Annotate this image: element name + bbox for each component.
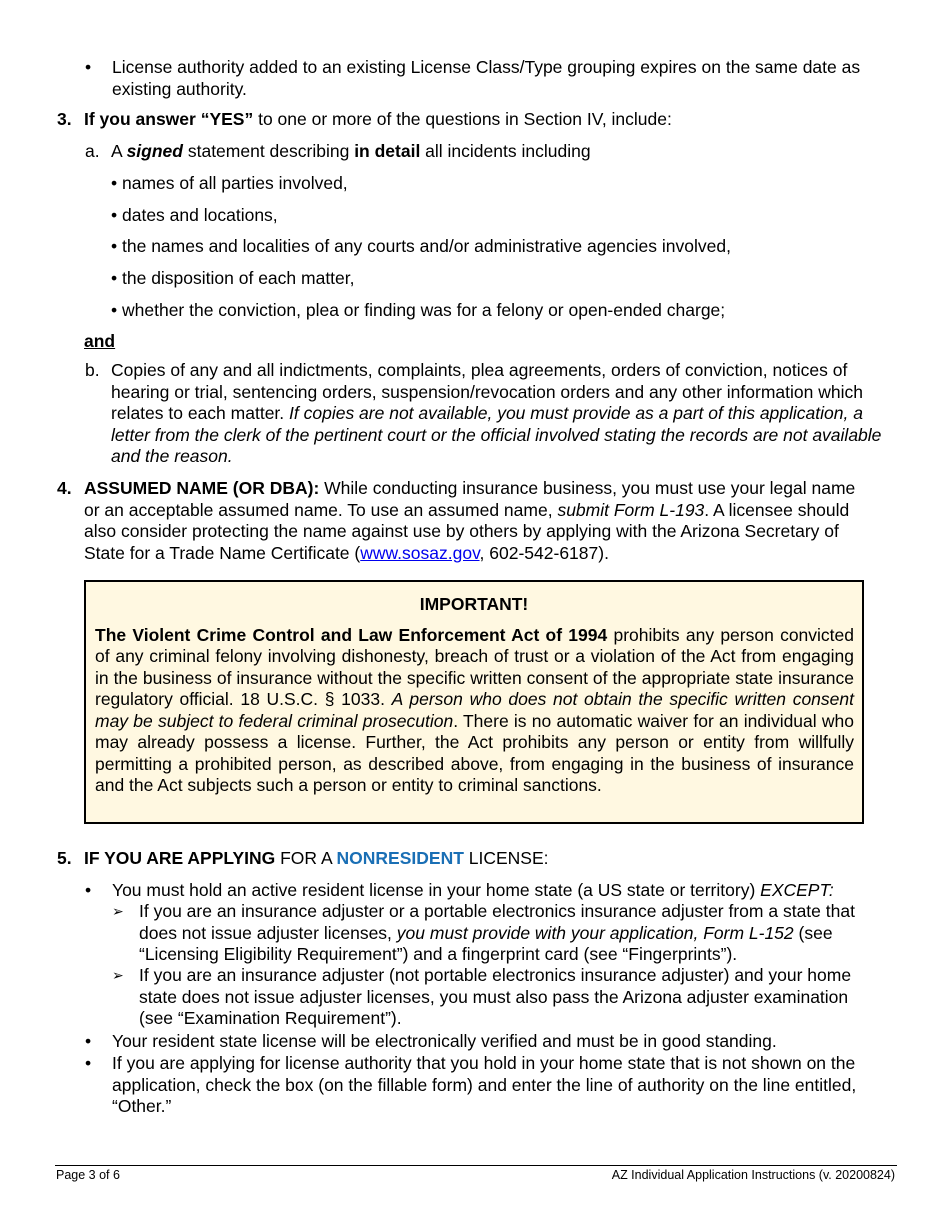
bullet-icon: •	[85, 1031, 92, 1051]
important-notice-box	[84, 580, 864, 824]
nonresident-bullet: • Your resident state license will be electronically verified and must be in good standing.	[85, 1031, 777, 1051]
section-3-number: 3.	[57, 109, 72, 129]
important-title: IMPORTANT!	[419, 594, 529, 614]
item-a-letter: a.	[85, 141, 100, 161]
section-4-text: ASSUMED NAME (OR DBA): While conducting insurance business, you must use your legal name or an acceptable assumed name. To use an assumed name, submit Form L-193. A licensee should also consider protecting the name against use by others by applying with the Arizona Secretary of State for a Trade Name Certificate (www.sosaz.gov, 602-542-6187).	[84, 478, 856, 563]
exception-item: ➢ If you are an insurance adjuster or a portable electronics insurance adjuster from a state that does not issue adjuster licenses, you must provide with your application, Form L-152 (see “Licensing Eligibility Requirement”) and a fingerprint card (see “Fingerprints”).	[112, 901, 855, 964]
item-a-text: A signed statement describing in detail all incidents including	[111, 141, 591, 161]
footer-document-title: AZ Individual Application Instructions (v. 20200824)	[611, 1168, 895, 1182]
incident-item: • the names and localities of any courts and/or administrative agencies involved,	[111, 236, 731, 256]
and-label: and	[84, 331, 116, 351]
incident-item: • names of all parties involved,	[111, 173, 348, 193]
section-5-heading: IF YOU ARE APPLYING FOR A NONRESIDENT LICENSE:	[84, 848, 549, 868]
bullet-icon: •	[85, 880, 92, 900]
item-b-letter: b.	[85, 360, 100, 380]
incident-item: • the disposition of each matter,	[111, 268, 355, 288]
item-b-text: Copies of any and all indictments, complaints, plea agreements, orders of conviction, notices of hearing or trial, sentencing orders, suspension/revocation orders and any other information which relates to each matter. If copies are not available, you must provide as a part of this application, a letter from the clerk of the pertinent court or the official involved stating the records are not available and the reason.	[111, 360, 882, 466]
bullet-text: License authority added to an existing License Class/Type grouping expires on the same date as existing authority.	[112, 57, 861, 99]
nonresident-bullet: • If you are applying for license authority that you hold in your home state that is not shown on the application, check the box (on the fillable form) and enter the line of authority on the line entitled, “Other.”	[85, 1053, 857, 1116]
incident-item: • whether the conviction, plea or finding was for a felony or open-ended charge;	[111, 300, 726, 320]
sosaz-link[interactable]: www.sosaz.gov	[360, 542, 480, 563]
section-4-number: 4.	[57, 478, 72, 498]
exception-item: ➢ If you are an insurance adjuster (not portable electronics insurance adjuster) and your home state does not issue adjuster licenses, you must also pass the Arizona adjuster examination (see “Examination Requirement”).	[112, 965, 852, 1028]
arrow-icon: ➢	[112, 903, 124, 919]
footer-page-number: Page 3 of 6	[56, 1168, 120, 1182]
section-5-number: 5.	[57, 848, 72, 868]
top-bullet	[85, 57, 905, 100]
bullet-icon: •	[85, 1053, 92, 1073]
incident-item: • dates and locations,	[111, 205, 278, 225]
arrow-icon: ➢	[112, 967, 124, 983]
nonresident-bullet: • You must hold an active resident license in your home state (a US state or territory) EXCEPT:	[85, 880, 834, 900]
bullet-icon: •	[85, 57, 92, 77]
important-body: The Violent Crime Control and Law Enforcement Act of 1994 prohibits any person convicted of any criminal felony involving dishonesty, breach of trust or a violation of the Act from engaging in the business of insurance without the specific written consent of the appropriate state insurance regulatory official. 18 U.S.C. § 1033. A person who does not obtain the specific written consent may be subject to federal criminal prosecution. There is no automatic waiver for an individual who may already possess a license. Further, the Act prohibits any person or entity from willfully permitting a prohibited person, as described above, from engaging in the business of insurance and the Act subjects such a person or entity to criminal sanctions.	[95, 624, 855, 795]
footer-divider	[55, 1165, 897, 1166]
section-3-heading: If you answer “YES” to one or more of the questions in Section IV, include:	[84, 109, 672, 129]
